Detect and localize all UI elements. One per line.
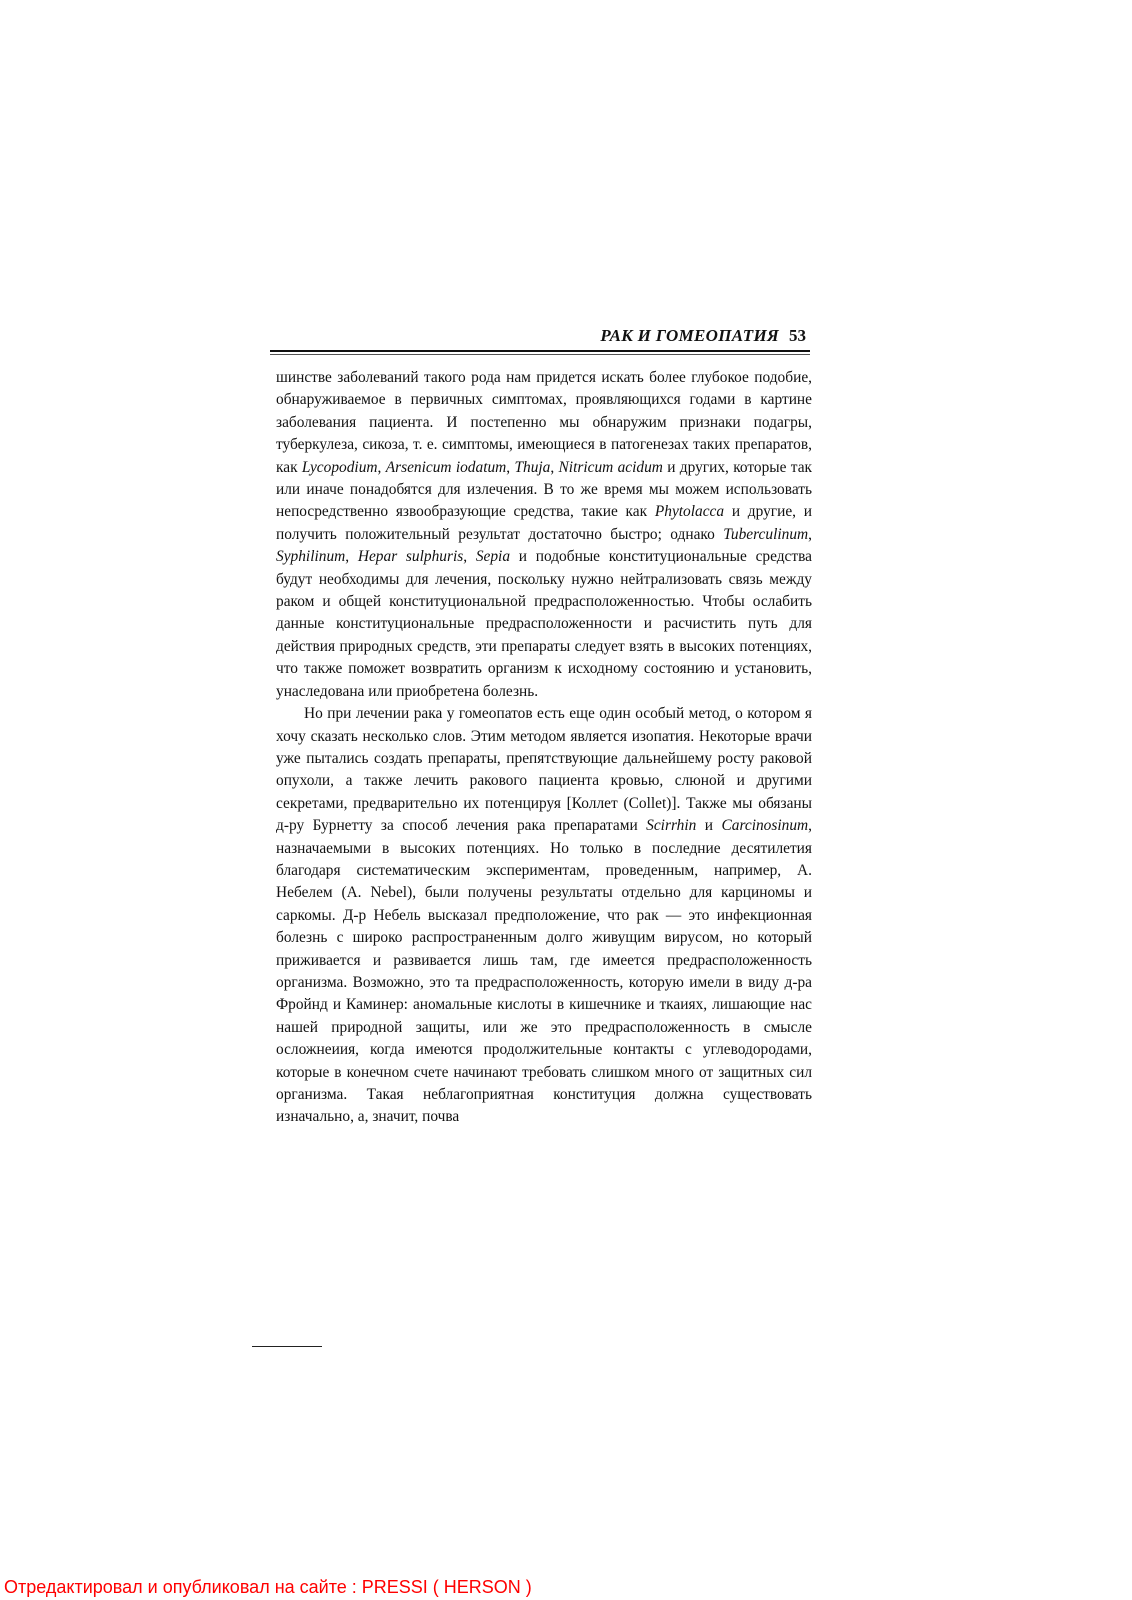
paragraph: Но при лечении рака у гомеопатов есть еще один особый метод, о котором я хочу сказать несколько слов. Этим методом является изопатия. Некоторые врачи уже пытались создать препараты, препятствующие дальнейшему росту раковой опухоли, а также лечить ракового пациента кровью, слюной и другими секретами, предварительно их потенцируя [Коллет (Collet)]. Также мы обязаны д-ру Бурнетту за способ лечения рака препаратами Scirrhin и Carcinosinum, назначаемыми в высоких потенциях. Но только в последние десятилетия благодаря систематическим экспериментам, проведенным, например, А. Небелем (A. Nebel), были получены результаты отдельно для карциномы и саркомы. Д-р Небель высказал предположение, что рак — это инфекционная болезнь с широко распространенным долго живущим вирусом, но который приживается и развивается лишь там, где имеется предрасположенность организма. Возможно, это та предрасположенность, которую имели в виду д-ра Фройнд и Каминер: аномальные кислоты в кишечнике и ткаиях, лишающие нас нашей природной защиты, или же это предрасположенность в смысле осложнеиия, когда имеются продолжительные контакты с углеводородами, которые в конечном счете начинают требовать слишком много от защитных сил организма. Такая неблагоприятная конституция должна существовать изначально, а, значит, почва [276, 705, 812, 1126]
header-rule-thin [270, 354, 810, 355]
remedy-name: Scirrhin [646, 817, 697, 835]
remedy-name: Hepar sulphuris [357, 548, 464, 566]
remedy-name: Lycopodium [301, 458, 378, 476]
chapter-title: РАК И ГОМЕОПАТИЯ [600, 326, 779, 345]
footnote-rule [252, 1346, 322, 1347]
remedy-name: Phytolacca [654, 503, 725, 521]
remedy-name: Arsenicum iodatum [385, 458, 507, 476]
remedy-name: Tuberculinum [723, 525, 809, 543]
page-number: 53 [789, 326, 806, 345]
body-text [276, 367, 812, 1129]
paragraph: шинстве заболеваний такого рода нам придется искать более глубокое подобие, обнаруживаемое в первичных симптомах, проявляющихся годами в картине заболевания пациента. И постепенно мы обнаружим признаки подагры, туберкулеза, сикоза, т. е. симптомы, имеющиеся в патогенезах таких препаратов, как Lycopodium, Arsenicum iodatum, Thuja, Nitricum acidum и других, которые так или иначе понадобятся для излечения. В то же время мы можем использовать непосредственно язвообразующие средства, такие как Phytolacca и другие, и получить положительный результат достаточно быстро; однако Tuberculinum, Syphilinum, Hepar sulphuris, Sepia и подобные конституциональные средства будут необходимы для лечения, поскольку нужно нейтрализовать связь между раком и общей конституциональной предрасположенностью. Чтобы ослабить данные конституциональные предрасположенности и расчистить путь для действия природных средств, эти препараты следует взять в высоких потенциях, что также поможет возвратить организм к исходному состоянию и установить, унаследована или приобретена болезнь. [276, 369, 813, 700]
remedy-name: Sepia [475, 548, 511, 566]
remedy-name: Nitricum acidum [558, 458, 663, 476]
watermark-text: Отредактировал и опубликовал на сайте : PRESSI ( HERSON ) [4, 1577, 532, 1597]
header-rule [270, 350, 810, 352]
remedy-name: Carcinosinum [721, 817, 809, 835]
remedy-name: Syphilinum [276, 548, 346, 566]
running-header [270, 322, 806, 350]
remedy-name: Thuja [514, 458, 551, 476]
